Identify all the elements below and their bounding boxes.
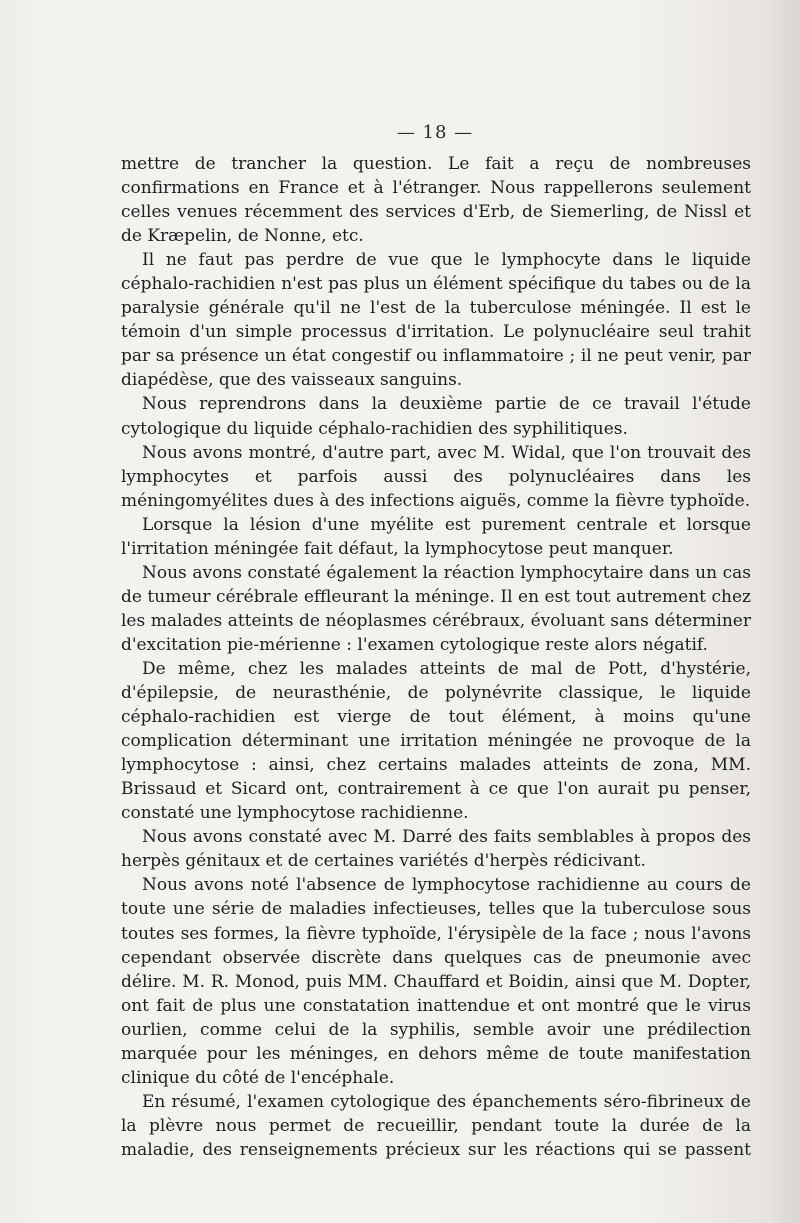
paragraph: Nous avons montré, d'autre part, avec M. Widal, que l'on trouvait des lymphocytes et parfois aussi des polynucléaires dans les méningomyélites dues à des infections aiguës, comme la fièvre typhoïde. [121,442,751,511]
paragraph: De même, chez les malades atteints de mal de Pott, d'hystérie, d'épilepsie, de neurasthénie, de polynévrite classique, le liquide céphalo-rachidien est vierge de tout élément, à moins qu'une complication déterminant une irritation méningée ne provoque de la lymphocytose : ainsi, chez certains malades atteints de zona, MM. Brissaud et Sicard ont, contrairement à ce que l'on aurait pu penser, constaté une lymphocytose rachidienne. [121,658,751,824]
paragraph: Nous avons constaté également la réaction lymphocytaire dans un cas de tumeur cérébrale effleurant la méninge. Il en est tout autrement chez les malades atteints de néoplasmes cérébraux, évoluant sans déterminer d'excitation pie-mérienne : l'examen cytologique reste alors négatif. [121,562,751,655]
paragraph: Il ne faut pas perdre de vue que le lymphocyte dans le liquide céphalo-rachidien n'est pas plus un élément spécifique du tabes ou de la paralysie générale qu'il ne l'est de la tuberculose méningée. Il est le témoin d'un simple processus d'irritation. Le polynucléaire seul trahit par sa présence un état congestif ou inflammatoire ; il ne peut venir, par diapédèse, que des vaisseaux sanguins. [121,250,751,391]
paragraph: Nous avons noté l'absence de lymphocytose rachidienne au cours de toute une série de maladies infectieuses, telles que la tuberculose sous toutes ses formes, la fièvre typhoïde, l'érysipèle de la face ; nous l'avons cependant observée discrète dans quelques cas de pneumonie avec délire. M. R. Monod, puis MM. Chauffard et Boidin, ainsi que M. Dopter, ont fait de plus une constatation inattendue et ont montré que le virus ourlien, comme celui de la syphilis, semble avoir une prédilection marquée pour les méninges, en dehors même de toute manifestation clinique du côté de l'encéphale. [121,875,751,1088]
body-text [121,152,751,1162]
paragraph: En résumé, l'examen cytologique des épanchements séro-fibrineux de la plèvre nous permet de recueillir, pendant toute la durée de la maladie, des renseignements précieux sur les réactions qui se passent [121,1091,751,1160]
paragraph: Nous avons constaté avec M. Darré des faits semblables à propos des herpès génitaux et de certaines variétés d'herpès rédicivant. [121,827,751,872]
paragraph: mettre de trancher la question. Le fait a reçu de nombreuses confirmations en France et à l'étranger. Nous rappellerons seulement celles venues récemment des services d'Erb, de Siemerling, de Nissl et de Kræpelin, de Nonne, etc. [121,154,751,247]
paragraph: Lorsque la lésion d'une myélite est purement centrale et lorsque l'irritation méningée fait défaut, la lymphocytose peut manquer. [121,514,751,559]
page-number: — 18 — [396,122,474,143]
paragraph: Nous reprendrons dans la deuxième partie de ce travail l'étude cytologique du liquide céphalo-rachidien des syphilitiques. [121,394,751,439]
